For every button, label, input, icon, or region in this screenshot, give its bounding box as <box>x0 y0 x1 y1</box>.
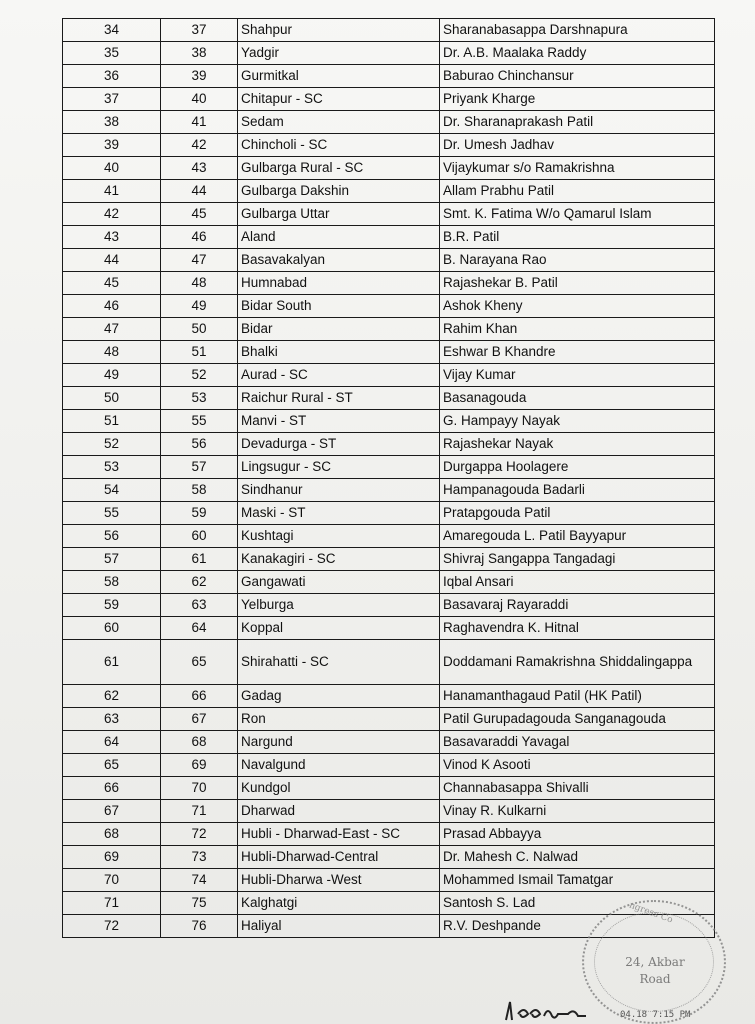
serial-number-cell: 72 <box>63 915 161 938</box>
constituency-name-cell: Kanakagiri - SC <box>238 548 440 571</box>
handwritten-signature <box>500 996 620 1024</box>
candidate-name-cell: Basanagouda <box>440 387 715 410</box>
serial-number-cell: 44 <box>63 249 161 272</box>
candidate-name-cell: Prasad Abbayya <box>440 823 715 846</box>
candidate-name-cell: Rajashekar Nayak <box>440 433 715 456</box>
constituency-name-cell: Gangawati <box>238 571 440 594</box>
constituency-number-cell: 63 <box>161 594 238 617</box>
constituency-number-cell: 48 <box>161 272 238 295</box>
table-row <box>63 479 715 502</box>
constituency-name-cell: Raichur Rural - ST <box>238 387 440 410</box>
candidate-name-cell: Doddamani Ramakrishna Shiddalingappa <box>440 640 715 685</box>
constituency-number-cell: 60 <box>161 525 238 548</box>
table-row <box>63 617 715 640</box>
constituency-number-cell: 44 <box>161 180 238 203</box>
constituency-name-cell: Koppal <box>238 617 440 640</box>
candidate-name-cell: Patil Gurupadagouda Sanganagouda <box>440 708 715 731</box>
table-row <box>63 800 715 823</box>
candidate-name-cell: Ashok Kheny <box>440 295 715 318</box>
candidate-name-cell: Vinay R. Kulkarni <box>440 800 715 823</box>
constituency-name-cell: Kushtagi <box>238 525 440 548</box>
candidate-name-cell: Dr. Mahesh C. Nalwad <box>440 846 715 869</box>
candidate-name-cell: Eshwar B Khandre <box>440 341 715 364</box>
constituency-number-cell: 38 <box>161 42 238 65</box>
serial-number-cell: 54 <box>63 479 161 502</box>
candidate-name-cell: Basavaraddi Yavagal <box>440 731 715 754</box>
serial-number-cell: 67 <box>63 800 161 823</box>
constituency-name-cell: Nargund <box>238 731 440 754</box>
constituency-number-cell: 66 <box>161 685 238 708</box>
constituency-name-cell: Shahpur <box>238 19 440 42</box>
table-row <box>63 456 715 479</box>
table-row <box>63 249 715 272</box>
candidate-name-cell: Rahim Khan <box>440 318 715 341</box>
constituency-name-cell: Aland <box>238 226 440 249</box>
candidate-list-table <box>62 18 715 938</box>
candidate-name-cell: Baburao Chinchansur <box>440 65 715 88</box>
constituency-number-cell: 59 <box>161 502 238 525</box>
constituency-number-cell: 76 <box>161 915 238 938</box>
candidate-name-cell: Mohammed Ismail Tamatgar <box>440 869 715 892</box>
candidate-name-cell: Dr. Umesh Jadhav <box>440 134 715 157</box>
serial-number-cell: 39 <box>63 134 161 157</box>
table-row <box>63 65 715 88</box>
candidate-name-cell: Allam Prabhu Patil <box>440 180 715 203</box>
constituency-number-cell: 58 <box>161 479 238 502</box>
serial-number-cell: 50 <box>63 387 161 410</box>
candidate-name-cell: Hampanagouda Badarli <box>440 479 715 502</box>
constituency-number-cell: 74 <box>161 869 238 892</box>
candidate-name-cell: Basavaraj Rayaraddi <box>440 594 715 617</box>
table-row <box>63 387 715 410</box>
constituency-name-cell: Aurad - SC <box>238 364 440 387</box>
serial-number-cell: 41 <box>63 180 161 203</box>
candidate-name-cell: Sharanabasappa Darshnapura <box>440 19 715 42</box>
constituency-name-cell: Chitapur - SC <box>238 88 440 111</box>
constituency-name-cell: Bidar <box>238 318 440 341</box>
table-row <box>63 777 715 800</box>
constituency-name-cell: Basavakalyan <box>238 249 440 272</box>
table-row <box>63 134 715 157</box>
stamp-line-1: 24, Akbar <box>625 955 685 969</box>
candidate-name-cell: Vijaykumar s/o Ramakrishna <box>440 157 715 180</box>
constituency-name-cell: Gulbarga Rural - SC <box>238 157 440 180</box>
constituency-number-cell: 72 <box>161 823 238 846</box>
timestamp-stamp: 04.18 7:15 PM <box>620 1010 691 1020</box>
candidate-name-cell: Iqbal Ansari <box>440 571 715 594</box>
table-row <box>63 869 715 892</box>
serial-number-cell: 46 <box>63 295 161 318</box>
table-row <box>63 433 715 456</box>
table-row <box>63 525 715 548</box>
candidate-name-cell: Amaregouda L. Patil Bayyapur <box>440 525 715 548</box>
table-row <box>63 42 715 65</box>
table-row <box>63 157 715 180</box>
serial-number-cell: 48 <box>63 341 161 364</box>
serial-number-cell: 45 <box>63 272 161 295</box>
constituency-number-cell: 71 <box>161 800 238 823</box>
constituency-name-cell: Kundgol <box>238 777 440 800</box>
constituency-name-cell: Kalghatgi <box>238 892 440 915</box>
constituency-name-cell: Ron <box>238 708 440 731</box>
constituency-name-cell: Sindhanur <box>238 479 440 502</box>
candidate-name-cell: Smt. K. Fatima W/o Qamarul Islam <box>440 203 715 226</box>
constituency-name-cell: Navalgund <box>238 754 440 777</box>
candidate-name-cell: Dr. A.B. Maalaka Raddy <box>440 42 715 65</box>
serial-number-cell: 37 <box>63 88 161 111</box>
table-row <box>63 640 715 685</box>
serial-number-cell: 63 <box>63 708 161 731</box>
candidate-name-cell: Santosh S. Lad <box>440 892 715 915</box>
constituency-name-cell: Maski - ST <box>238 502 440 525</box>
table-row <box>63 410 715 433</box>
candidate-name-cell: B. Narayana Rao <box>440 249 715 272</box>
table-row <box>63 226 715 249</box>
serial-number-cell: 70 <box>63 869 161 892</box>
constituency-name-cell: Gadag <box>238 685 440 708</box>
constituency-number-cell: 51 <box>161 341 238 364</box>
constituency-name-cell: Shirahatti - SC <box>238 640 440 685</box>
constituency-name-cell: Gurmitkal <box>238 65 440 88</box>
table-row <box>63 731 715 754</box>
constituency-name-cell: Haliyal <box>238 915 440 938</box>
candidate-name-cell: Vinod K Asooti <box>440 754 715 777</box>
constituency-number-cell: 39 <box>161 65 238 88</box>
table-row <box>63 318 715 341</box>
constituency-number-cell: 47 <box>161 249 238 272</box>
constituency-name-cell: Gulbarga Uttar <box>238 203 440 226</box>
candidate-name-cell: Dr. Sharanaprakash Patil <box>440 111 715 134</box>
constituency-name-cell: Hubli - Dharwad-East - SC <box>238 823 440 846</box>
table-row <box>63 708 715 731</box>
constituency-number-cell: 45 <box>161 203 238 226</box>
serial-number-cell: 43 <box>63 226 161 249</box>
table-row <box>63 846 715 869</box>
constituency-number-cell: 53 <box>161 387 238 410</box>
serial-number-cell: 49 <box>63 364 161 387</box>
constituency-number-cell: 56 <box>161 433 238 456</box>
stamp-ring-text: ngress Co <box>627 900 674 926</box>
serial-number-cell: 59 <box>63 594 161 617</box>
constituency-number-cell: 55 <box>161 410 238 433</box>
constituency-name-cell: Hubli-Dharwad-Central <box>238 846 440 869</box>
constituency-name-cell: Gulbarga Dakshin <box>238 180 440 203</box>
serial-number-cell: 62 <box>63 685 161 708</box>
constituency-name-cell: Hubli-Dharwa -West <box>238 869 440 892</box>
candidate-name-cell: Rajashekar B. Patil <box>440 272 715 295</box>
constituency-number-cell: 52 <box>161 364 238 387</box>
table-row <box>63 88 715 111</box>
constituency-number-cell: 67 <box>161 708 238 731</box>
candidate-name-cell: G. Hampayy Nayak <box>440 410 715 433</box>
serial-number-cell: 65 <box>63 754 161 777</box>
serial-number-cell: 40 <box>63 157 161 180</box>
constituency-number-cell: 75 <box>161 892 238 915</box>
constituency-name-cell: Dharwad <box>238 800 440 823</box>
constituency-number-cell: 57 <box>161 456 238 479</box>
constituency-name-cell: Lingsugur - SC <box>238 456 440 479</box>
table-row <box>63 111 715 134</box>
table-row <box>63 502 715 525</box>
candidate-name-cell: Durgappa Hoolagere <box>440 456 715 479</box>
candidate-name-cell: Channabasappa Shivalli <box>440 777 715 800</box>
constituency-name-cell: Yadgir <box>238 42 440 65</box>
candidate-name-cell: Priyank Kharge <box>440 88 715 111</box>
constituency-name-cell: Bidar South <box>238 295 440 318</box>
serial-number-cell: 71 <box>63 892 161 915</box>
stamp-line-2: Road <box>639 971 671 986</box>
serial-number-cell: 42 <box>63 203 161 226</box>
constituency-number-cell: 73 <box>161 846 238 869</box>
constituency-number-cell: 70 <box>161 777 238 800</box>
candidate-name-cell: Raghavendra K. Hitnal <box>440 617 715 640</box>
constituency-number-cell: 62 <box>161 571 238 594</box>
table-row <box>63 203 715 226</box>
candidate-name-cell: Vijay Kumar <box>440 364 715 387</box>
constituency-name-cell: Bhalki <box>238 341 440 364</box>
constituency-number-cell: 49 <box>161 295 238 318</box>
table-row <box>63 754 715 777</box>
serial-number-cell: 34 <box>63 19 161 42</box>
table-body <box>63 19 715 938</box>
constituency-number-cell: 43 <box>161 157 238 180</box>
table-row <box>63 571 715 594</box>
candidate-name-cell: Pratapgouda Patil <box>440 502 715 525</box>
serial-number-cell: 69 <box>63 846 161 869</box>
constituency-number-cell: 46 <box>161 226 238 249</box>
constituency-name-cell: Sedam <box>238 111 440 134</box>
serial-number-cell: 36 <box>63 65 161 88</box>
constituency-number-cell: 37 <box>161 19 238 42</box>
serial-number-cell: 58 <box>63 571 161 594</box>
serial-number-cell: 56 <box>63 525 161 548</box>
constituency-number-cell: 68 <box>161 731 238 754</box>
table-row <box>63 341 715 364</box>
table-row <box>63 272 715 295</box>
table-row <box>63 364 715 387</box>
serial-number-cell: 60 <box>63 617 161 640</box>
table-row <box>63 685 715 708</box>
table-row <box>63 295 715 318</box>
constituency-number-cell: 69 <box>161 754 238 777</box>
constituency-name-cell: Chincholi - SC <box>238 134 440 157</box>
candidate-name-cell: Shivraj Sangappa Tangadagi <box>440 548 715 571</box>
constituency-number-cell: 64 <box>161 617 238 640</box>
serial-number-cell: 61 <box>63 640 161 685</box>
serial-number-cell: 51 <box>63 410 161 433</box>
constituency-number-cell: 61 <box>161 548 238 571</box>
constituency-name-cell: Humnabad <box>238 272 440 295</box>
candidate-name-cell: R.V. Deshpande <box>440 915 715 938</box>
constituency-name-cell: Devadurga - ST <box>238 433 440 456</box>
constituency-number-cell: 42 <box>161 134 238 157</box>
serial-number-cell: 66 <box>63 777 161 800</box>
constituency-name-cell: Manvi - ST <box>238 410 440 433</box>
serial-number-cell: 68 <box>63 823 161 846</box>
constituency-number-cell: 40 <box>161 88 238 111</box>
table-row <box>63 823 715 846</box>
serial-number-cell: 47 <box>63 318 161 341</box>
serial-number-cell: 64 <box>63 731 161 754</box>
serial-number-cell: 35 <box>63 42 161 65</box>
table-row <box>63 19 715 42</box>
serial-number-cell: 53 <box>63 456 161 479</box>
serial-number-cell: 57 <box>63 548 161 571</box>
serial-number-cell: 52 <box>63 433 161 456</box>
serial-number-cell: 55 <box>63 502 161 525</box>
constituency-name-cell: Yelburga <box>238 594 440 617</box>
constituency-number-cell: 65 <box>161 640 238 685</box>
table-row <box>63 548 715 571</box>
serial-number-cell: 38 <box>63 111 161 134</box>
candidate-name-cell: Hanamanthagaud Patil (HK Patil) <box>440 685 715 708</box>
candidate-name-cell: B.R. Patil <box>440 226 715 249</box>
constituency-number-cell: 41 <box>161 111 238 134</box>
table-row <box>63 180 715 203</box>
constituency-number-cell: 50 <box>161 318 238 341</box>
stamp-address <box>620 954 690 988</box>
table-row <box>63 594 715 617</box>
